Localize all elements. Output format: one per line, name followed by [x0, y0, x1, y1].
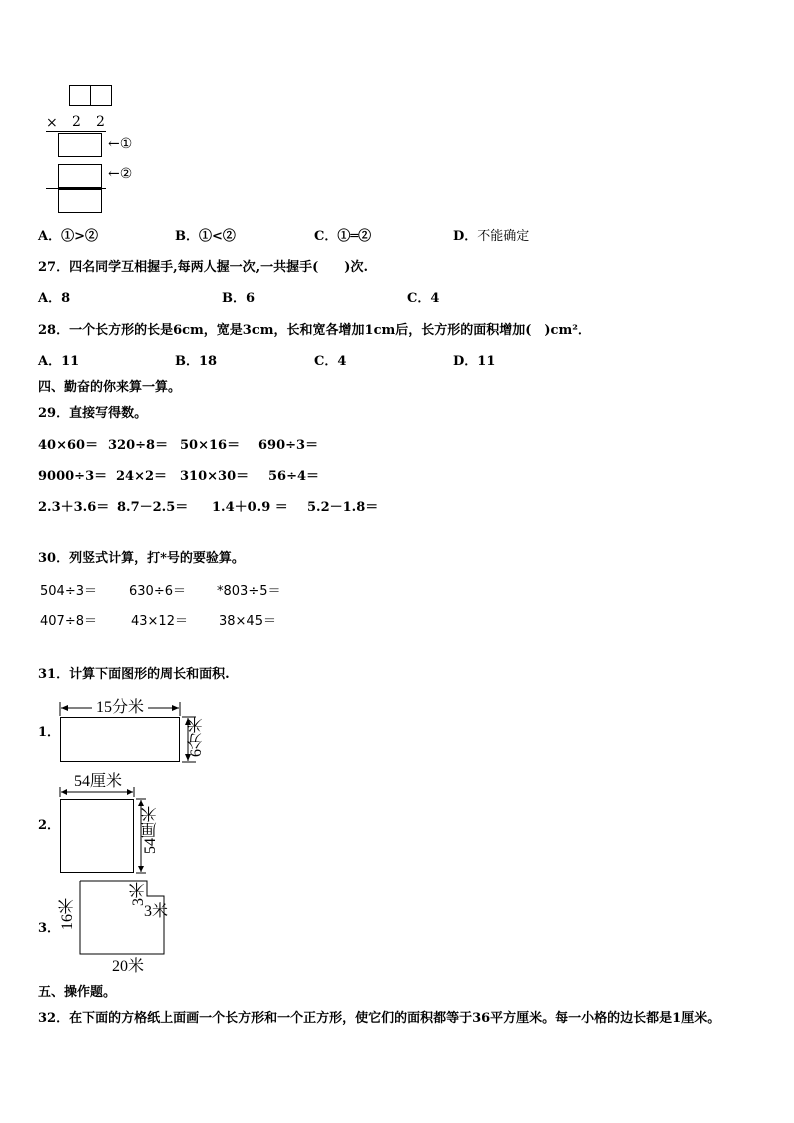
section-5-heading: 五、操作题。 [38, 985, 117, 1000]
q30-r2-c3: 38×45＝ [219, 614, 276, 629]
q30-r1-c3: *803÷5＝ [217, 584, 281, 599]
q29-r2-c3: 310×30＝ [180, 469, 250, 484]
multiplier-digit-1: 2 [72, 114, 81, 130]
q29-r2-c2: 24×2＝ [116, 469, 168, 484]
figure-3-notch-vertical-label: 3米 [130, 882, 147, 906]
q27-option-a: A．8 [38, 291, 71, 306]
arrow-label-1: ←① [108, 136, 133, 152]
q29-r3-c4: 5.2－1.8＝ [307, 500, 379, 515]
q27-stem: 27．四名同学互相握手,每两人握一次,一共握手( )次. [38, 260, 368, 275]
q26-option-b: B．①<② [175, 229, 236, 244]
q27-option-c: C．4 [407, 291, 440, 306]
q30-r2-c2: 43×12＝ [131, 614, 188, 629]
figure-1-width-label: 15分米 [96, 699, 145, 716]
figure-3-height-label: 16米 [59, 898, 76, 930]
q28-option-d: D．11 [453, 354, 496, 369]
multiplier-digit-2: 2 [96, 114, 105, 130]
figure-1-height-label: 6分米 [188, 717, 205, 757]
q28-option-a: A．11 [38, 354, 80, 369]
q30-r1-c1: 504÷3＝ [40, 584, 97, 599]
q30-r2-c1: 407÷8＝ [40, 614, 97, 629]
q30-r1-c2: 630÷6＝ [129, 584, 186, 599]
q32-text: 32．在下面的方格纸上面画一个长方形和一个正方形，使它们的面积都等于36平方厘米。每一小格的边长都是1厘米。 [38, 1011, 721, 1026]
q29-r3-c2: 8.7－2.5＝ [117, 500, 189, 515]
figure-2-number: 2． [38, 818, 61, 833]
q26-option-a: A．①>② [38, 229, 98, 244]
q29-r1-c3: 50×16＝ [180, 438, 241, 453]
figure-3-number: 3． [38, 921, 61, 936]
q28-stem: 28．一个长方形的长是6cm，宽是3cm，长和宽各增加1cm后，长方形的面积增加( )cm²． [38, 323, 591, 338]
q29-r1-c4: 690÷3＝ [258, 438, 319, 453]
q29-r3-c3: 1.4＋0.9 ＝ [212, 500, 288, 515]
q29-stem: 29．直接写得数。 [38, 406, 148, 421]
q26-option-c: C．①═② [314, 229, 372, 244]
q29-r3-c1: 2.3＋3.6＝ [38, 500, 110, 515]
figure-2-width-label: 54厘米 [74, 773, 123, 790]
q28-option-c: C．4 [314, 354, 347, 369]
q29-r1-c1: 40×60＝ [38, 438, 99, 453]
arrow-label-2: ←② [108, 166, 133, 182]
figure-2-height-label: 54厘米 [142, 806, 159, 854]
figure-3-notch-horizontal-label: 3米 [144, 903, 169, 920]
q27-option-b: B．6 [222, 291, 256, 306]
q29-r2-c4: 56÷4＝ [268, 469, 320, 484]
q28-option-b: B．18 [175, 354, 218, 369]
times-sign: × [46, 115, 58, 131]
figure-1-number: 1． [38, 725, 61, 740]
q31-stem: 31．计算下面图形的周长和面积. [38, 667, 230, 682]
q30-stem: 30．列竖式计算，打*号的要验算。 [38, 551, 245, 566]
q26-option-d: D．不能确定 [453, 229, 530, 244]
q29-r2-c1: 9000÷3＝ [38, 469, 108, 484]
figure-3-width-label: 20米 [112, 958, 145, 975]
section-4-heading: 四、勤奋的你来算一算。 [38, 380, 182, 395]
q29-r1-c2: 320÷8＝ [108, 438, 169, 453]
